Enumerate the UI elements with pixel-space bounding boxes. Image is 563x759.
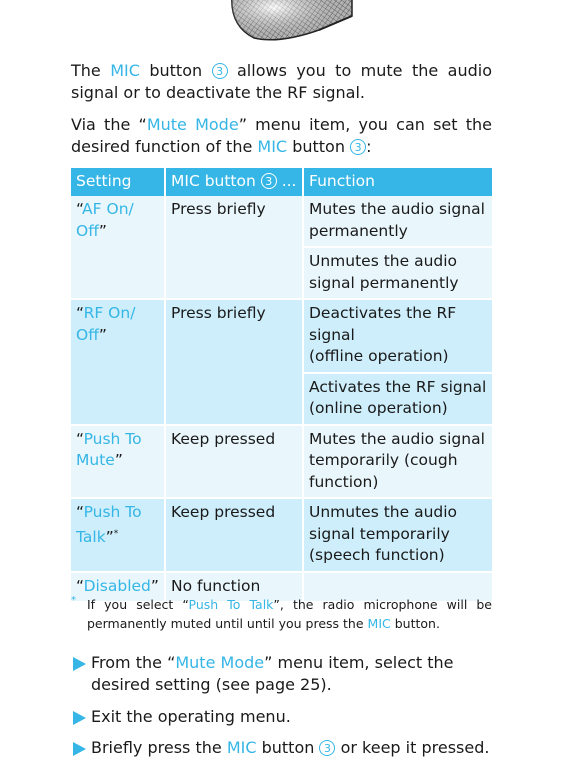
mic-action-cell: No function [165,572,303,603]
microphone-illustration [224,0,354,46]
callout-number: 3 [350,139,366,155]
instruction-step: Exit the operating menu. [71,706,492,728]
footnote-marker: * [71,595,76,606]
table-header [71,168,492,196]
setting-cell: “AF On/ Off” [71,196,165,299]
function-cell: Unmutes the audio signal permanently [303,247,492,299]
setting-cell: “Disabled” [71,572,165,603]
mic-action-cell: Keep pressed [165,425,303,499]
setting-cell: “Push To Talk”* [71,498,165,572]
table-row [71,196,492,247]
instruction-step: Briefly press the MIC button 3 or keep it pressed. [71,737,492,759]
header-mic-button: MIC button 3 ... [165,168,303,196]
footnote: * If you select “Push To Talk”, the radio microphone will be permanently muted until until you press the MIC button. [71,595,492,633]
arrow-right-icon [73,657,86,671]
header-function: Function [303,168,492,196]
function-cell: Mutes the audio signal permanently [303,196,492,247]
function-cell: Deactivates the RF signal (offline operation) [303,299,492,373]
arrow-right-icon [73,742,86,756]
table-row [71,299,492,373]
setting-cell: “Push To Mute” [71,425,165,499]
callout-number: 3 [212,63,228,79]
intro-paragraph: The MIC button 3 allows you to mute the audio signal or to deactivate the RF signal. [71,61,492,102]
setting-cell: “RF On/ Off” [71,299,165,425]
mic-action-cell: Keep pressed [165,498,303,572]
mute-mode-label: Mute Mode [146,115,239,134]
mic-function-table [71,168,492,603]
mute-mode-paragraph: Via the “Mute Mode” menu item, you can set the desired function of the MIC button 3 : [71,115,493,156]
header-setting: Setting [71,168,165,196]
mic-action-cell: Press briefly [165,196,303,299]
table-row [71,498,492,572]
instruction-step: From the “Mute Mode” menu item, select the desired setting (see page 25). [71,652,492,695]
mic-label: MIC [257,136,288,156]
function-cell: Mutes the audio signal temporarily (cough function) [303,425,492,499]
mic-action-cell: Press briefly [165,299,303,425]
table-row [71,425,492,499]
mic-label: MIC [110,61,140,80]
function-cell: Activates the RF signal (online operation) [303,373,492,425]
arrow-right-icon [73,711,86,725]
function-cell: Unmutes the audio signal temporarily (speech function) [303,498,492,572]
